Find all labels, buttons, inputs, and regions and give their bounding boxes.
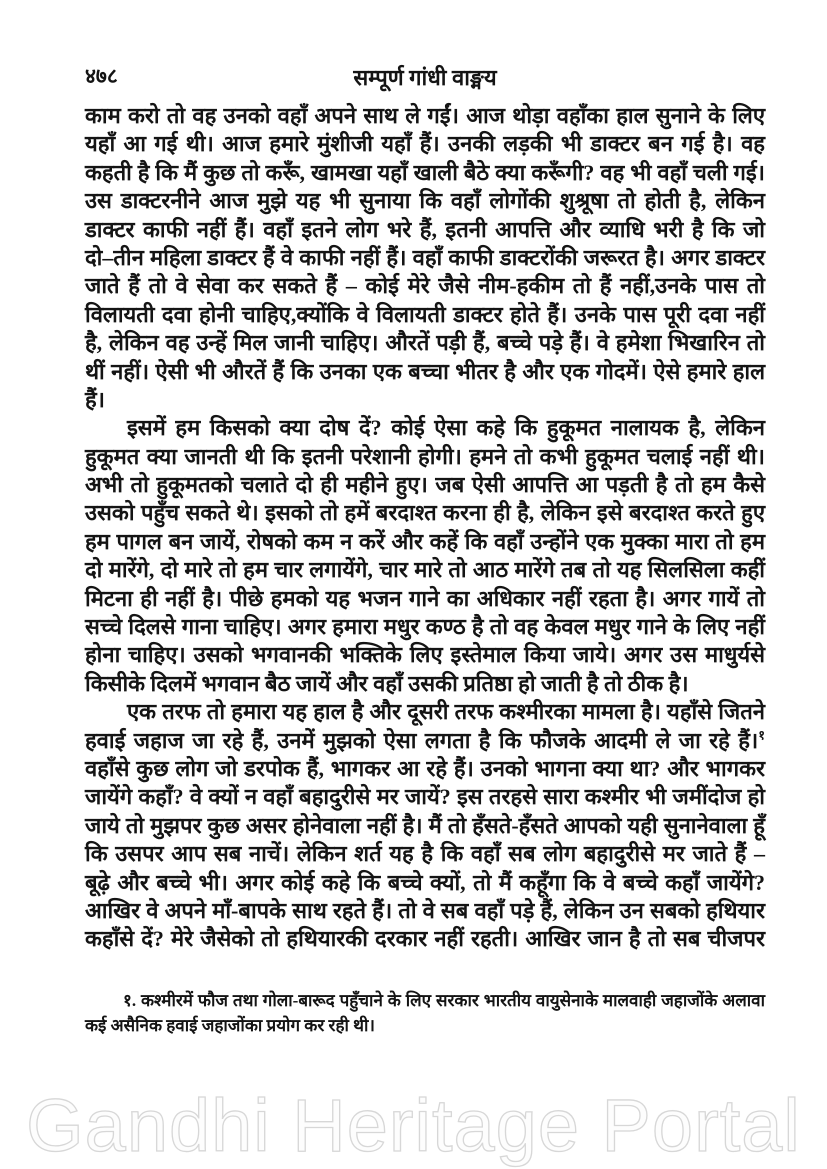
text-line: विलायती दवा होनी चाहिए,क्योंकि वे विलायती डाक्टर होते हैं। उनके पास पूरी दवा नहीं [85,301,765,327]
text-line: बूढ़े और बच्चे भी। अगर कोई कहे कि बच्चे क्यों, तो मैं कहूँगा कि वे बच्चे कहाँ जायेंगे? [85,869,765,895]
text-line: आखिर वे अपने माँ-बापके साथ रहते हैं। तो वे सब वहाँ पड़े हैं, लेकिन उन सबको हथियार [85,897,765,923]
footnote-line: कई असैनिक हवाई जहाजोंका प्रयोग कर रही थी। [85,1016,375,1035]
footnote-line: १. कश्मीरमें फौज तथा गोला-बारूद पहुँचाने के लिए सरकार भारतीय वायुसेनाके मालवाही जहाजोंके अलावा [123,991,765,1010]
paragraph [85,698,765,954]
text-line: दो मारेंगे, दो मारे तो हम चार लगायेंगे, चार मारे तो आठ मारेंगे तब तो यह सिलसिला कहीं [85,557,765,583]
text-line: थीं नहीं। ऐसी भी औरतें हैं कि उनका एक बच्चा भीतर है और एक गोदमें। ऐसे हमारे हाल [85,358,765,384]
text-line: होना चाहिए। उसको भगवानकी भक्तिके लिए इस्तेमाल किया जाये। अगर उस माधुर्यसे [85,642,765,668]
text-line-content: हवाई जहाज जा रहे हैं, उनमें मुझको ऐसा लगता है कि फौजके आदमी ले जा रहे हैं। [85,727,759,753]
text-line: वहाँसे कुछ लोग जो डरपोक हैं, भागकर आ रहे हैं। उनको भागना क्या था? और भागकर [85,755,765,781]
text-line: इसमें हम किसको क्या दोष दें? कोई ऐसा कहे कि हुकूमत नालायक है, लेकिन [127,415,765,441]
text-line: अभी तो हुकूमतको चलाते दो ही महीने हुए। जब ऐसी आपत्ति आ पड़ती है तो हम कैसे [85,472,765,498]
text-line: हैं। [85,386,106,412]
text-line: हुकूमत क्या जानती थी कि इतनी परेशानी होगी। हमने तो कभी हुकूमत चलाई नहीं थी। [85,443,765,469]
text-line: मिटना ही नहीं है। पीछे हमको यह भजन गाने का अधिकार नहीं रहता है। अगर गायें तो [85,585,765,611]
watermark: Gandhi Heritage Portal [26,1084,801,1167]
text-line: यहाँ आ गई थी। आज हमारे मुंशीजी यहाँ हैं। उनकी लड़की भी डाक्टर बन गई है। वह [85,131,765,157]
text-line: उस डाक्टरनीने आज मुझे यह भी सुनाया कि वहाँ लोगोंकी शुश्रूषा तो होती है, लेकिन [85,188,765,214]
text-line: कहती है कि मैं कुछ तो करूँ, खामखा यहाँ खाली बैठे क्या करूँगी? वह भी वहाँ चली गई। [85,159,765,185]
text-line: कहाँसे दें? मेरे जैसेको तो हथियारकी दरकार नहीं रहती। आखिर जान है तो सब चीजपर [85,926,765,952]
page-number: ४७८ [85,64,118,88]
footnote-reference: १ [758,727,765,743]
text-line: है, लेकिन वह उन्हें मिल जानी चाहिए। औरतें पड़ी हैं, बच्चे पड़े हैं। वे हमेशा भिखारिन तो [85,330,765,356]
text-line [85,727,765,755]
text-line: डाक्टर काफी नहीं हैं। वहाँ इतने लोग भरे हैं, इतनी आपत्ति और व्याधि भरी है कि जो [85,216,765,242]
text-line: हम पागल बन जायें, रोषको कम न करें और कहें कि वहाँ उन्होंने एक मुक्का मारा तो हम [85,528,765,554]
text-line: किसीके दिलमें भगवान बैठ जायें और वहाँ उसकी प्रतिष्ठा हो जाती है तो ठीक है। [85,670,689,696]
running-header-title: सम्पूर्ण गांधी वाङ्मय [353,65,497,90]
paragraph [85,102,765,414]
body-text [85,102,765,954]
paragraph [85,414,765,698]
running-header [85,62,765,92]
text-line: काम करो तो वह उनको वहाँ अपने साथ ले गईं। आज थोड़ा वहाँका हाल सुनाने के लिए [85,103,765,128]
text-line: एक तरफ तो हमारा यह हाल है और दूसरी तरफ कश्मीरका मामला है। यहाँसे जितने [127,699,765,725]
text-line: दो–तीन महिला डाक्टर हैं वे काफी नहीं हैं। वहाँ काफी डाक्टरोंकी जरूरत है। अगर डाक्टर [85,244,765,270]
text-line: जाते हैं तो वे सेवा कर सकते हैं – कोई मेरे जैसे नीम-हकीम तो हैं नहीं,उनके पास तो [85,273,765,299]
text-line: उसको पहुँच सकते थे। इसको तो हमें बरदाश्त करना ही है, लेकिन इसे बरदाश्त करते हुए [85,500,765,526]
text-line: सच्चे दिलसे गाना चाहिए। अगर हमारा मधुर कण्ठ है तो वह केवल मधुर गाने के लिए नहीं [85,614,765,640]
footnote [85,988,765,1038]
text-line: जाये तो मुझपर कुछ असर होनेवाला नहीं है। मैं तो हँसते-हँसते आपको यही सुनानेवाला हूँ [85,812,765,838]
text-line: कि उसपर आप सब नाचें। लेकिन शर्त यह है कि वहाँ सब लोग बहादुरीसे मर जाते हैं – [85,841,765,867]
text-line: जायेंगे कहाँ? वे क्यों न वहाँ बहादुरीसे मर जायें? इस तरहसे सारा कश्मीर भी जमींदोज हो [85,784,765,810]
